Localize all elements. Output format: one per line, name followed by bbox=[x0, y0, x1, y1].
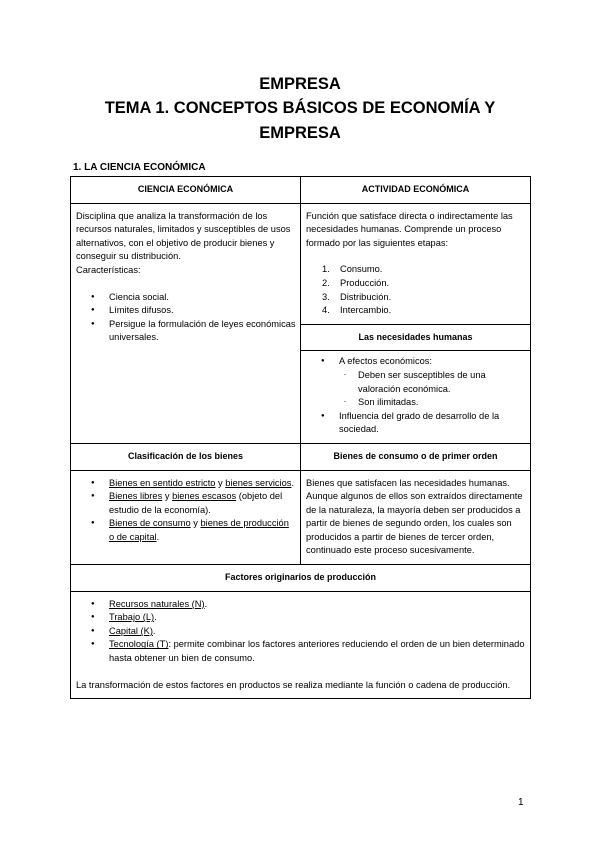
term: Recursos naturales (N) bbox=[109, 598, 205, 609]
term: Bienes en sentido estricto bbox=[109, 477, 216, 488]
concepts-table bbox=[70, 176, 531, 699]
document-title-line-1: EMPRESA bbox=[259, 75, 341, 93]
description: : permite combinar los factores anteriores reduciendo el orden de un bien determinado hasta obtener un bien de consumo. bbox=[109, 639, 525, 664]
list-item bbox=[306, 263, 526, 277]
table-row bbox=[71, 203, 531, 324]
note: (objeto del estudio de la economía). bbox=[109, 491, 283, 515]
term: bienes servicios bbox=[225, 477, 292, 488]
bienes-consumo-cell bbox=[301, 470, 531, 565]
list-item bbox=[76, 611, 526, 625]
punctuation: . bbox=[154, 612, 157, 623]
factores-cell bbox=[71, 591, 531, 699]
connector: y bbox=[190, 518, 201, 529]
list-item bbox=[306, 277, 526, 291]
punctuation: . bbox=[204, 598, 208, 609]
clasificacion-cell bbox=[71, 470, 301, 565]
list-text: Distribución. bbox=[340, 291, 392, 302]
table-row bbox=[71, 470, 531, 565]
list-number: 3. bbox=[322, 291, 330, 302]
clasificacion-header: Clasificación de los bienes bbox=[71, 443, 301, 470]
list-number: 4. bbox=[322, 305, 330, 316]
list-text: Consumo. bbox=[340, 264, 383, 275]
connector: y bbox=[162, 491, 173, 502]
punctuation: . bbox=[291, 477, 295, 488]
term: bienes de producción o de capital bbox=[109, 518, 289, 542]
list-item bbox=[306, 355, 526, 409]
ciencia-cell bbox=[71, 203, 301, 443]
list-item: ● Ciencia social. bbox=[76, 291, 296, 305]
factores-header: Factores originarios de producción bbox=[71, 565, 531, 592]
caracteristicas-label: Características: bbox=[76, 264, 141, 275]
document-title-line-2: TEMA 1. CONCEPTOS BÁSICOS DE ECONOMÍA Y bbox=[104, 99, 496, 117]
list-text: A efectos económicos: bbox=[339, 356, 433, 367]
list-item: ● Límites difusos. bbox=[76, 304, 296, 318]
punctuation: . bbox=[152, 625, 156, 636]
list-item: - Son ilimitadas. bbox=[306, 396, 526, 410]
necesidades-cell bbox=[301, 351, 531, 444]
necesidades-header: Las necesidades humanas bbox=[301, 324, 531, 351]
document-title-line-3: EMPRESA bbox=[259, 124, 341, 142]
list-item bbox=[76, 477, 296, 491]
punctuation: . bbox=[156, 531, 160, 542]
caracteristicas-list bbox=[76, 291, 296, 345]
page-number: 1 bbox=[518, 797, 524, 808]
bienes-consumo-header: Bienes de consumo o de primer orden bbox=[301, 443, 531, 470]
list-item bbox=[76, 638, 526, 665]
table-row bbox=[71, 443, 531, 470]
list-item bbox=[76, 517, 296, 544]
ciencia-header: CIENCIA ECONÓMICA bbox=[71, 177, 301, 204]
term: Tecnología (T) bbox=[109, 639, 169, 650]
necesidades-list bbox=[306, 355, 526, 437]
list-item bbox=[306, 291, 526, 305]
list-text: Intercambio. bbox=[340, 305, 392, 316]
factores-footer: La transformación de estos factores en productos se realiza mediante la función o cadena de producción. bbox=[76, 679, 511, 690]
term: Bienes de consumo bbox=[109, 518, 191, 529]
factores-list bbox=[76, 598, 526, 666]
list-item bbox=[76, 625, 526, 639]
list-item: - Deben ser susceptibles de una valoración económica. bbox=[306, 369, 526, 396]
actividad-definition: Función que satisface directa o indirectamente las necesidades humanas. Comprende un proceso formado por las siguientes etapas: bbox=[306, 210, 513, 248]
list-number: 2. bbox=[322, 277, 330, 288]
term: Trabajo (L) bbox=[109, 612, 155, 623]
term: Capital (K) bbox=[109, 625, 153, 636]
term: bienes escasos bbox=[172, 491, 237, 502]
table-row bbox=[71, 177, 531, 204]
etapas-list bbox=[306, 263, 526, 317]
ciencia-definition: Disciplina que analiza la transformación de los recursos naturales, limitados y susceptibles de usos alternativos, con el objetivo de producir bienes y conseguir su distribución. bbox=[76, 210, 291, 262]
table-row bbox=[71, 565, 531, 592]
list-text: Producción. bbox=[340, 277, 390, 288]
bienes-consumo-text: Bienes que satisfacen las necesidades humanas. Aunque algunos de ellos son extraídos directamente de la naturaleza, la mayoría deben ser producidos a partir de bienes de segundo orden, los cuales son producidos a partir de bienes de tercer orden, continuado este proceso sucesivamente. bbox=[306, 477, 523, 556]
section-heading: 1. LA CIENCIA ECONÓMICA bbox=[73, 162, 206, 173]
connector: y bbox=[215, 477, 226, 488]
necesidades-sublist bbox=[306, 369, 526, 410]
term: Bienes libres bbox=[109, 491, 163, 502]
list-item bbox=[306, 304, 526, 318]
list-item bbox=[76, 490, 296, 517]
table-row bbox=[71, 591, 531, 699]
list-item: ● Influencia del grado de desarrollo de la sociedad. bbox=[306, 410, 526, 437]
actividad-cell bbox=[301, 203, 531, 324]
list-item: ● Persigue la formulación de leyes económicas universales. bbox=[76, 318, 296, 345]
clasificacion-list bbox=[76, 477, 296, 545]
actividad-header: ACTIVIDAD ECONÓMICA bbox=[301, 177, 531, 204]
list-item bbox=[76, 598, 526, 612]
list-number: 1. bbox=[322, 264, 330, 275]
